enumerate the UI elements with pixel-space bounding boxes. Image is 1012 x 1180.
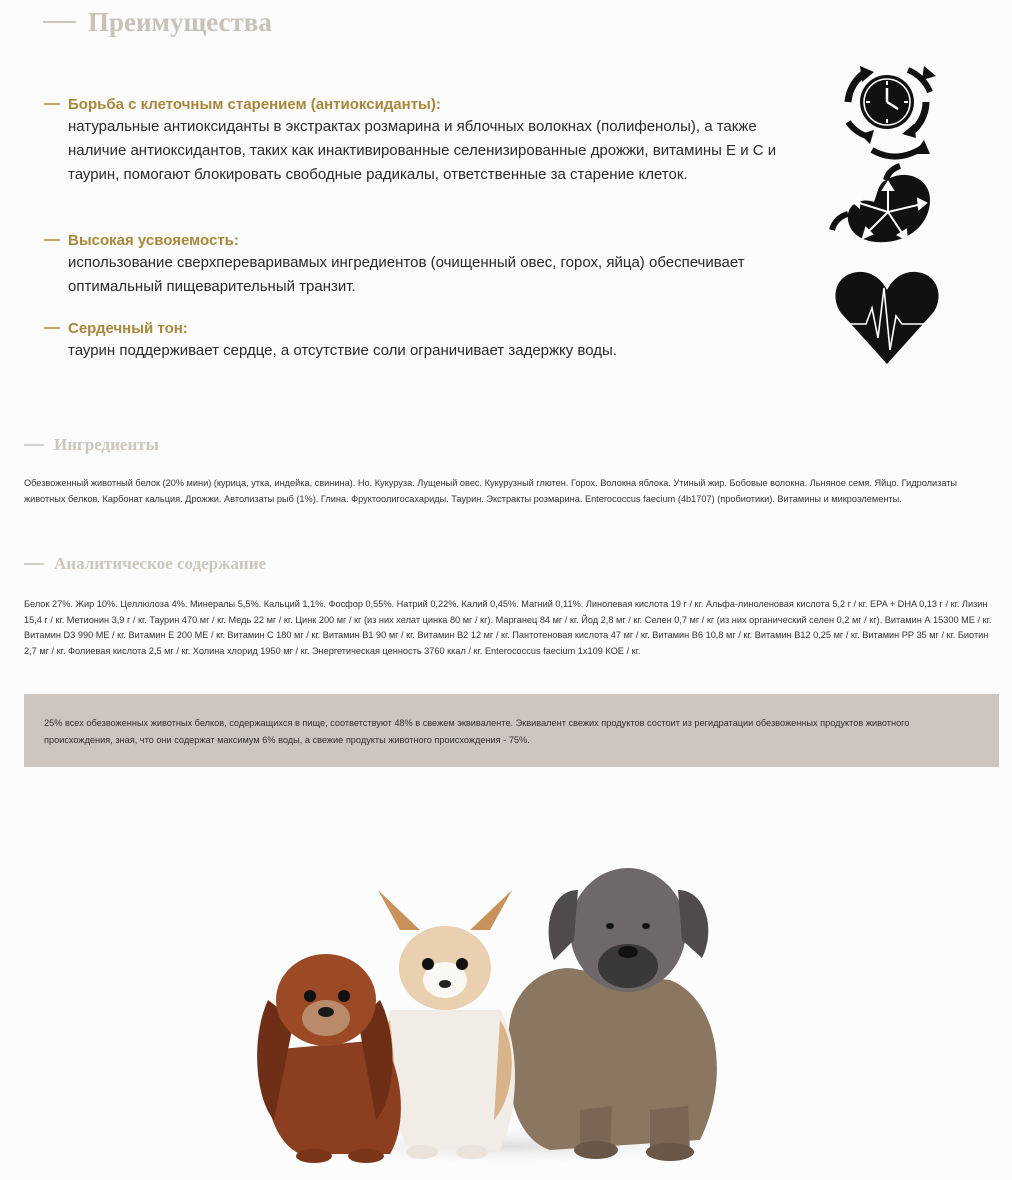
- advantage-text: натуральные антиоксиданты в экстрактах розмарина и яблочных волокнах (полифенолы), а также наличие антиоксидантов, таких как инактивированные селенизированные дрожжи, витамины Е и С и таурин, помогают блокировать свободные радикалы, ответственные за старение клеток.: [68, 118, 777, 183]
- analytical-heading: [24, 551, 266, 577]
- aging-clock-icon: [848, 66, 936, 157]
- advantage-item: [44, 93, 784, 187]
- note-box: [24, 694, 999, 767]
- ingredients-title: Ингредиенты: [54, 435, 159, 454]
- dog-left: [257, 954, 401, 1163]
- item-dash: [44, 103, 60, 105]
- heading-dash: [24, 563, 44, 565]
- advantages-heading: [43, 4, 272, 40]
- note-text: 25% всех обезвоженных животных белков, содержащихся в пище, соответствуют 48% в свежем эквиваленте. Эквивалент свежих продуктов состоит из регидратации обезвоженных продуктов животного происхождения, зная, что они содержат максимум 6% воды, а свежие продукты животного происхождения - 75%.: [44, 718, 910, 745]
- analytical-title: Аналитическое содержание: [54, 554, 267, 573]
- advantage-item: [44, 317, 784, 363]
- advantage-icons: [826, 62, 948, 373]
- heart-pulse-icon: [835, 272, 938, 364]
- item-dash: [44, 239, 60, 241]
- advantage-label: Борьба с клеточным старением (антиоксиданты):: [68, 95, 441, 113]
- item-dash: [44, 327, 60, 329]
- advantage-item: [44, 229, 784, 299]
- advantage-text: таурин поддерживает сердце, а отсутствие соли ограничивает задержку воды.: [68, 342, 617, 359]
- advantage-text: использование сверхпереваривамых ингредиентов (очищенный овес, горох, яйца) обеспечивает оптимальный пищеварительный транзит.: [68, 254, 745, 295]
- analytical-text: Белок 27%. Жир 10%. Целлюлоза 4%. Минералы 5,5%. Кальций 1,1%. Фосфор 0,55%. Натрий 0,22%. Калий 0,45%. Магний 0,11%. Линолевая кислота 19 г / кг. Альфа-линоленовая кислота 5,2 г / кг. EPA + DHA 0,13 г / кг. Лизин 15,4 г / кг. Метионин 3,9 г / кг. Таурин 470 мг / кг. Медь 22 мг / кг. Цинк 200 мг / кг (из них хелат цинка 80 мг / кг). Марганец 84 мг / кг. Йод 2,8 мг / кг. Селен 0,7 мг / кг (из них органический селен 0,2 мг / кг). Витамин А 15300 МЕ / кг. Витамин D3 990 МЕ / кг. Витамин Е 200 МЕ / кг. Витамин С 180 мг / кг. Витамин B1 90 мг / кг. Витамин B2 12 мг / кг. Пантотеновая кислота 47 мг / кг. Витамин B6 10,8 мг / кг. Витамин B12 0,25 мг / кг. Витамин PP 35 мг / кг. Биотин 2,7 мг / кг. Фолиевая кислота 2,5 мг / кг. Холина хлорид 1950 мг / кг. Энергетическая ценность 3760 ккал / кг. Enterococcus faecium 1x109 КОЕ / кг.: [24, 599, 992, 656]
- ingredients-text: Обезвоженный животный белок (20% мини) (курица, утка, индейка, свинина). Но. Кукуруза. Лущеный овес. Кукурузный глютен. Горох. Волокна яблока. Утиный жир. Бобовые волокна. Льняное семя. Яйцо. Гидролизаты животных белков. Карбонат кальция. Дрожжи. Автолизаты рыб (1%). Глина. Фруктоолигосахариды. Таурин. Экстракты розмарина. Enterococcus faecium (4b1707) (пробиотики). Витамины и микроэлементы.: [24, 478, 958, 504]
- heading-dash: [43, 21, 76, 23]
- heading-dash: [24, 444, 44, 446]
- digestion-stomach-icon: [832, 166, 930, 242]
- three-dogs-photo: [250, 850, 770, 1168]
- advantage-label: Высокая усвояемость:: [68, 231, 239, 249]
- dog-right: [509, 868, 717, 1161]
- advantages-title: Преимущества: [88, 6, 272, 37]
- ingredients-heading: [24, 432, 159, 458]
- advantage-label: Сердечный тон:: [68, 319, 188, 337]
